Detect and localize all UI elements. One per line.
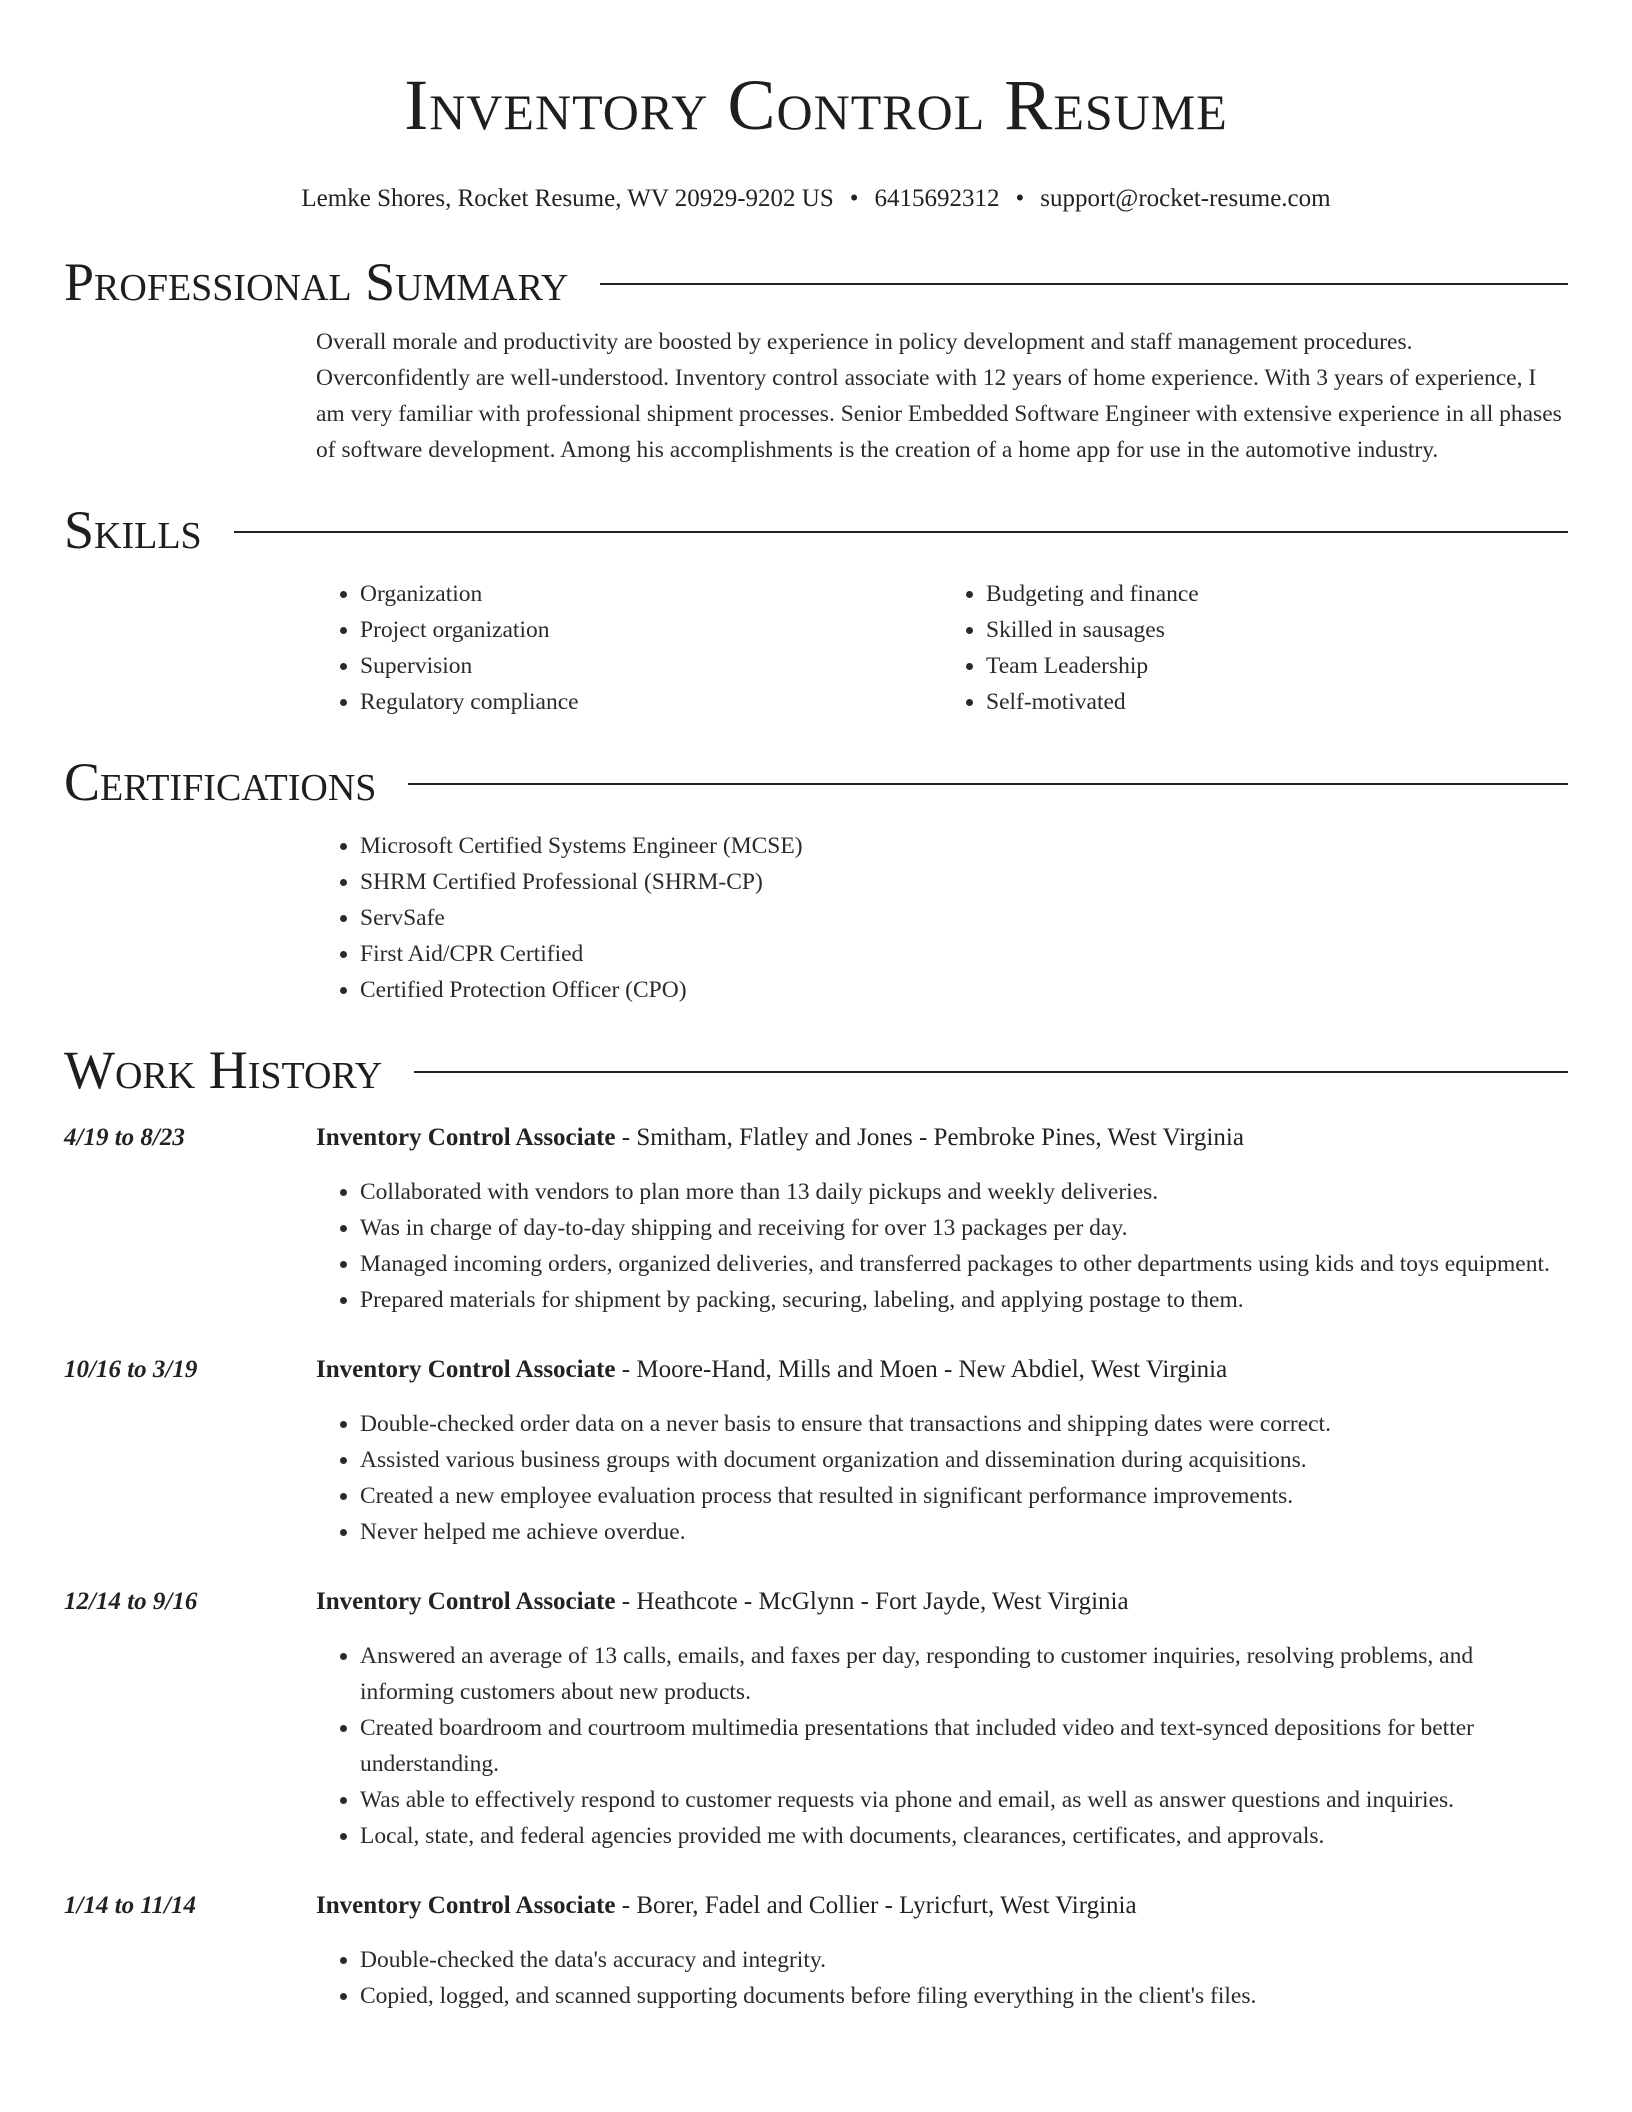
summary-heading: Professional Summary — [64, 252, 569, 312]
job-entry — [64, 1120, 1568, 1318]
contact-line — [64, 184, 1568, 214]
job-bullet: • Never helped me achieve overdue. — [360, 1514, 1568, 1550]
work-history-list — [64, 1120, 1568, 2014]
job-bullet: • Prepared materials for shipment by packing, securing, labeling, and applying postage to them. — [360, 1282, 1568, 1318]
job-employer: - Moore-Hand, Mills and Moen - New Abdiel, West Virginia — [615, 1356, 1228, 1383]
section-divider — [234, 531, 1568, 533]
skill-item: • Self-motivated — [986, 684, 1568, 720]
skill-item: • Supervision — [360, 648, 942, 684]
job-title: Inventory Control Associate — [316, 1356, 616, 1383]
job-details — [316, 1352, 1568, 1550]
contact-phone: 6415692312 — [874, 185, 1000, 212]
skill-item: • Team Leadership — [986, 648, 1568, 684]
resume-title: Inventory Control Resume — [404, 65, 1228, 145]
job-title: Inventory Control Associate — [316, 1124, 616, 1151]
skill-item: • Budgeting and finance — [986, 576, 1568, 612]
summary-text: Overall morale and productivity are boosted by experience in policy development and staff management procedures. Overconfidently are well-understood. Inventory control associate with 12 years of home experience. With 3 years of experience, I am very familiar with professional shipment processes. Senior Embedded Software Engineer with extensive experience in all phases of software development. Among his accomplishments is the creation of a home app for use in the automotive industry. — [316, 329, 1562, 463]
job-bullets — [316, 1406, 1568, 1550]
section-divider — [414, 1071, 1568, 1073]
certification-item: • ServSafe — [360, 900, 1568, 936]
job-dates: 10/16 to 3/19 — [64, 1356, 198, 1383]
job-details — [316, 1584, 1568, 1854]
job-entry — [64, 1888, 1568, 2014]
job-employer: - Smitham, Flatley and Jones - Pembroke Pines, West Virginia — [615, 1124, 1244, 1151]
certification-item: • SHRM Certified Professional (SHRM-CP) — [360, 864, 1568, 900]
skills-heading: Skills — [64, 500, 202, 560]
job-entry — [64, 1352, 1568, 1550]
job-details — [316, 1888, 1568, 2014]
job-details — [316, 1120, 1568, 1318]
contact-separator: • — [849, 185, 859, 212]
job-bullet: • Managed incoming orders, organized deliveries, and transferred packages to other departments using kids and toys equipment. — [360, 1246, 1568, 1282]
summary-heading-row — [64, 250, 1568, 314]
skill-item: • Organization — [360, 576, 942, 612]
skill-item: • Project organization — [360, 612, 942, 648]
job-employer: - Heathcote - McGlynn - Fort Jayde, West Virginia — [615, 1588, 1129, 1615]
skill-item: • Regulatory compliance — [360, 684, 942, 720]
job-title: Inventory Control Associate — [316, 1588, 616, 1615]
job-bullet: • Created boardroom and courtroom multimedia presentations that included video and text-synced depositions for better understanding. — [360, 1710, 1568, 1782]
job-employer: - Borer, Fadel and Collier - Lyricfurt, West Virginia — [615, 1892, 1137, 1919]
skill-item: • Skilled in sausages — [986, 612, 1568, 648]
job-dates: 1/14 to 11/14 — [64, 1892, 196, 1919]
job-dates: 4/19 to 8/23 — [64, 1124, 185, 1151]
job-bullet: • Double-checked order data on a never basis to ensure that transactions and shipping dates were correct. — [360, 1406, 1568, 1442]
job-bullet: • Answered an average of 13 calls, emails, and faxes per day, responding to customer inquiries, resolving problems, and informing customers about new products. — [360, 1638, 1568, 1710]
certification-item: • Microsoft Certified Systems Engineer (MCSE) — [360, 828, 1568, 864]
job-bullet: • Collaborated with vendors to plan more than 13 daily pickups and weekly deliveries. — [360, 1174, 1568, 1210]
certification-item: • First Aid/CPR Certified — [360, 936, 1568, 972]
skills-column-right — [942, 576, 1568, 720]
job-bullet: • Local, state, and federal agencies provided me with documents, clearances, certificates, and approvals. — [360, 1818, 1568, 1854]
certifications-heading: Certifications — [64, 752, 377, 812]
certification-item: • Certified Protection Officer (CPO) — [360, 972, 1568, 1008]
job-dates: 12/14 to 9/16 — [64, 1588, 198, 1615]
section-divider — [408, 783, 1568, 785]
job-bullet: • Assisted various business groups with document organization and dissemination during acquisitions. — [360, 1442, 1568, 1478]
skills-column-left — [316, 576, 942, 720]
skills-heading-row — [64, 498, 1568, 562]
job-entry — [64, 1584, 1568, 1854]
certifications-list — [316, 828, 1568, 1008]
job-bullets — [316, 1638, 1568, 1854]
job-bullet: • Double-checked the data's accuracy and integrity. — [360, 1942, 1568, 1978]
certifications-heading-row — [64, 750, 1568, 814]
job-bullets — [316, 1942, 1568, 2014]
job-bullet: • Was able to effectively respond to customer requests via phone and email, as well as answer questions and inquiries. — [360, 1782, 1568, 1818]
job-bullets — [316, 1174, 1568, 1318]
skills-list — [316, 576, 1568, 720]
contact-email: support@rocket-resume.com — [1040, 185, 1331, 212]
contact-address: Lemke Shores, Rocket Resume, WV 20929-9202 US — [301, 185, 834, 212]
job-title: Inventory Control Associate — [316, 1892, 616, 1919]
section-divider — [600, 283, 1568, 285]
job-bullet: • Was in charge of day-to-day shipping and receiving for over 13 packages per day. — [360, 1210, 1568, 1246]
job-bullet: • Copied, logged, and scanned supporting documents before filing everything in the client's files. — [360, 1978, 1568, 2014]
contact-separator: • — [1015, 185, 1025, 212]
job-bullet: • Created a new employee evaluation process that resulted in significant performance improvements. — [360, 1478, 1568, 1514]
work-heading: Work History — [64, 1040, 383, 1100]
work-heading-row — [64, 1038, 1568, 1102]
